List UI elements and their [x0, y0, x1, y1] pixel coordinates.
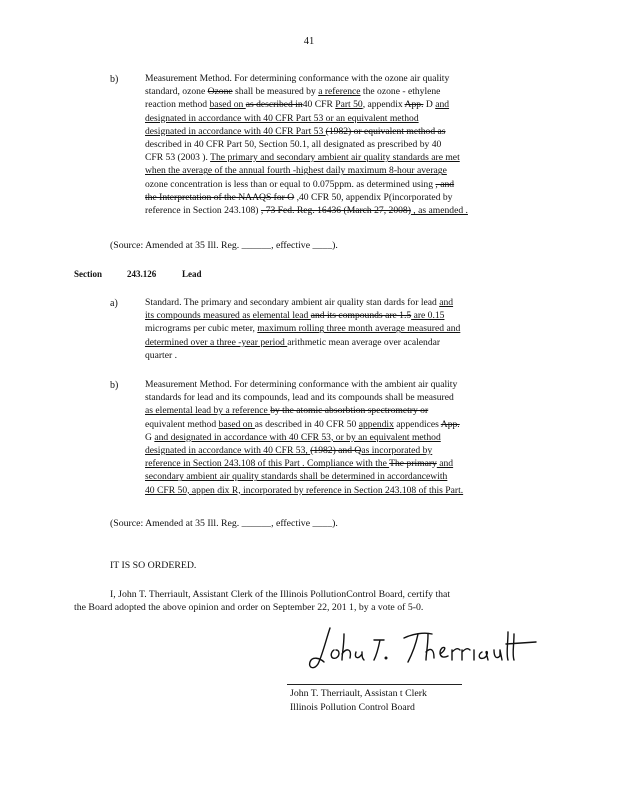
item-label-b-ozone: b)	[110, 74, 119, 85]
text-segment: (1982) and Q	[310, 445, 362, 457]
text-segment: by the atomic absorbtion spectrometry or	[270, 405, 429, 417]
text-segment: determined over a three -year period	[145, 336, 288, 348]
text-segment: quarter .	[145, 349, 177, 361]
signature-line	[287, 684, 462, 685]
text-line	[145, 418, 540, 431]
text-segment: are 0.15	[411, 310, 445, 322]
text-segment: designated in accordance with 40 CFR Part 53	[145, 125, 326, 137]
text-line	[145, 164, 540, 177]
text-line	[145, 404, 540, 417]
text-line	[145, 470, 540, 483]
source-note-ozone: (Source: Amended at 35 Ill. Reg. ______, effective ____).	[110, 240, 338, 251]
text-segment: Measurement Method. For determining conformance with the ozone air quality	[145, 73, 450, 84]
text-segment: designated in accordance with 40 CFR 53,	[145, 445, 311, 457]
text-segment: Measurement Method. For determining conformance with the ambient air quality	[145, 379, 458, 390]
text-segment: described in 40 CFR Part 50, Section 50.1, all designated as prescribed by 40	[145, 139, 442, 151]
item-label-a-lead: a)	[110, 298, 118, 309]
text-segment: and designated in accordance with 40 CFR 53, or by an equivalent method	[154, 431, 441, 443]
text-segment: based on	[218, 418, 255, 430]
text-segment: maximum rolling three month average measured and	[257, 323, 461, 335]
text-segment: standard, ozone	[145, 86, 208, 98]
text-segment: reference in Section 243.108 of this Part . Compliance with the	[145, 458, 390, 470]
text-segment: as described in	[245, 99, 303, 111]
text-segment: micrograms per cubic meter,	[145, 323, 258, 335]
text-line	[145, 484, 540, 497]
signatory-name-title: John T. Therriault, Assistan t Clerk	[290, 688, 427, 699]
signatory-organization: Illinois Pollution Control Board	[290, 702, 415, 713]
text-segment: 40 CFR	[302, 99, 336, 111]
text-line	[145, 151, 540, 164]
text-line	[145, 112, 540, 125]
text-segment: the ozone - ethylene	[360, 86, 441, 98]
text-line	[145, 178, 540, 191]
text-line	[145, 85, 540, 98]
text-segment: shall be measured by	[232, 86, 319, 98]
text-line	[145, 98, 540, 111]
certification-line-2: the Board adopted the above opinion and order on September 22, 201 1, by a vote of 5-0.	[74, 602, 424, 613]
text-segment: App.	[440, 418, 460, 430]
text-segment: as incorporated by	[361, 445, 433, 457]
text-segment: Part 50	[335, 99, 363, 111]
text-segment: secondary ambient air quality standards shall be determined in accordancewith	[145, 471, 448, 483]
text-line	[145, 191, 540, 204]
text-line	[145, 322, 540, 335]
text-segment: when the average of the annual fourth -highest daily maximum 8-hour average	[145, 165, 447, 177]
item-label-b-lead: b)	[110, 380, 119, 391]
text-line	[145, 296, 540, 309]
text-line	[145, 444, 540, 457]
text-segment: as described in 40 CFR 50	[254, 418, 359, 430]
text-line	[145, 457, 540, 470]
text-segment: 40 CFR 50, appen dix R, incorporated by reference in Section 243.108 of this Part.	[145, 484, 464, 496]
text-segment: a reference	[318, 86, 361, 98]
text-segment: , appendix	[362, 99, 405, 111]
text-segment: appendices	[393, 418, 441, 430]
text-segment: as elemental lead by a reference	[145, 405, 271, 417]
section-number: 243.126	[127, 269, 157, 279]
section-label: Section	[74, 269, 102, 279]
text-segment: ,40 CFR 50, appendix P(incorporated by	[294, 191, 453, 203]
text-segment: reaction method	[145, 99, 210, 111]
text-line	[145, 138, 540, 151]
text-line	[145, 431, 540, 444]
text-segment: The primary	[389, 458, 437, 470]
text-segment: Ozone	[207, 86, 233, 98]
certification-line-1: I, John T. Therriault, Assistant Clerk of the Illinois PollutionControl Board, certify that	[110, 589, 451, 600]
text-segment: standards for lead and its compounds, lead and its compounds shall be measured	[145, 392, 454, 404]
text-segment: ozone concentration is less than or equal to 0.075ppm. as determined using	[145, 178, 436, 190]
lead-standard-paragraph	[145, 296, 540, 362]
ozone-measurement-paragraph	[145, 72, 540, 217]
text-segment: (1982) or equivalent method as	[325, 125, 446, 137]
text-segment: and	[436, 458, 454, 470]
text-line	[145, 125, 540, 138]
text-segment: and its compounds are 1.5	[310, 310, 412, 322]
text-segment: its compounds measured as elemental lead	[145, 310, 311, 322]
text-segment: G	[145, 431, 155, 443]
text-segment: , as amended .	[410, 205, 468, 217]
text-line	[145, 204, 540, 217]
text-segment: CFR 53 (2003 ).	[145, 152, 211, 164]
text-segment: App.	[404, 99, 424, 111]
text-segment: based on	[209, 99, 246, 111]
text-line	[145, 349, 540, 362]
text-segment: , 73 Fed. Reg. 16436 (March 27, 2008)	[260, 205, 411, 217]
text-line	[145, 391, 540, 404]
page-number: 41	[303, 36, 315, 47]
text-segment: arithmetic mean average over acalendar	[287, 336, 441, 348]
lead-measurement-paragraph	[145, 378, 540, 497]
text-line	[145, 309, 540, 322]
order-statement: IT IS SO ORDERED.	[110, 560, 197, 571]
handwritten-signature	[300, 620, 550, 682]
source-note-lead: (Source: Amended at 35 Ill. Reg. ______, effective ____).	[110, 518, 338, 529]
section-title: Lead	[182, 269, 202, 279]
text-segment: D	[423, 99, 436, 111]
text-segment: equivalent method	[145, 418, 219, 430]
text-line	[145, 378, 540, 391]
text-segment: designated in accordance with 40 CFR Part 53 or an equivalent method	[145, 112, 419, 124]
text-segment: reference in Section 243.108)	[145, 205, 261, 217]
text-segment: , and	[435, 178, 455, 190]
text-segment: appendix	[358, 418, 394, 430]
text-line	[145, 72, 540, 85]
text-segment: Standard. The primary and secondary ambient air quality stan dards for lead	[145, 297, 440, 308]
text-line	[145, 336, 540, 349]
text-segment: and	[435, 99, 450, 111]
text-segment: the Interpretation of the NAAQS for O	[145, 191, 295, 203]
text-segment: The primary and secondary ambient air quality standards are met	[210, 152, 460, 164]
text-segment: and	[439, 297, 454, 308]
